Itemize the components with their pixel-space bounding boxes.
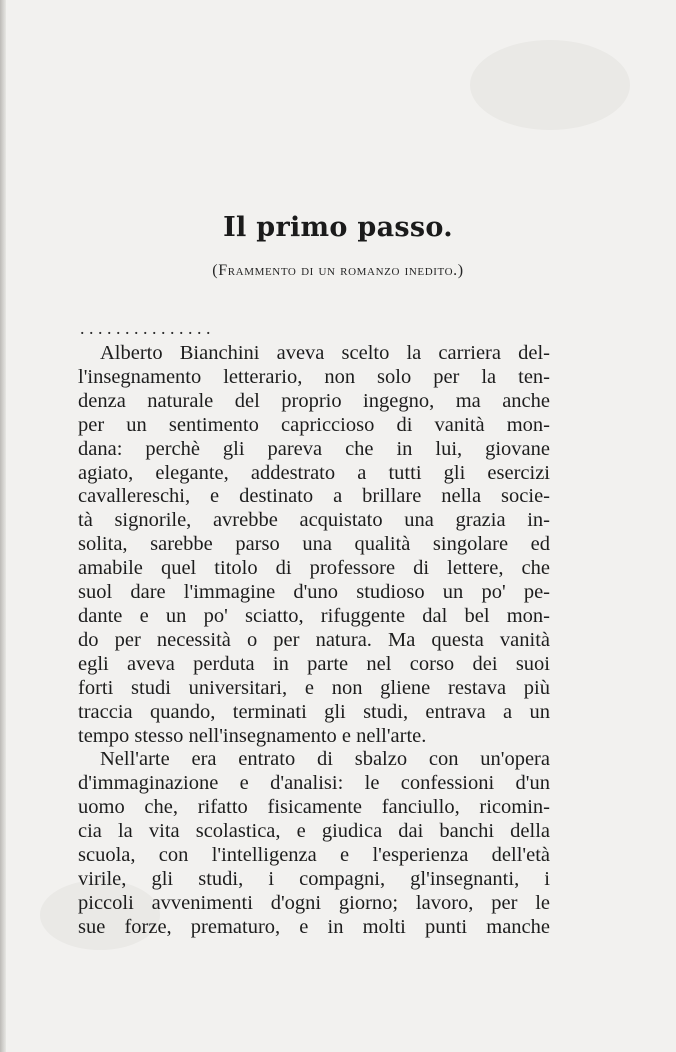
paper-stain bbox=[470, 40, 630, 130]
text-line: scuola, con l'intelligenza e l'esperienza dell'età bbox=[78, 844, 550, 867]
text-line: cavallereschi, e destinato a brillare nella socie- bbox=[78, 485, 550, 508]
text-line: forti studi universitari, e non gliene restava più bbox=[78, 676, 550, 699]
text-line: sue forze, prematuro, e in molti punti manche bbox=[78, 915, 550, 938]
page-binding-edge bbox=[0, 0, 6, 1052]
text-line: dana: perchè gli pareva che in lui, giovane bbox=[78, 437, 550, 460]
text-line: cia la vita scolastica, e giudica dai banchi della bbox=[78, 820, 550, 843]
text-line: denza naturale del proprio ingegno, ma anche bbox=[78, 389, 550, 412]
text-line: agiato, elegante, addestrato a tutti gli esercizi bbox=[78, 461, 550, 484]
text-line: egli aveva perduta in parte nel corso dei suoi bbox=[78, 652, 550, 675]
text-line: d'immaginazione e d'analisi: le confessioni d'un bbox=[78, 772, 550, 795]
text-line: Alberto Bianchini aveva scelto la carriera del- bbox=[100, 342, 550, 364]
text-line: l'insegnamento letterario, non solo per la ten- bbox=[78, 365, 550, 388]
text-line: tà signorile, avrebbe acquistato una grazia in- bbox=[78, 509, 550, 532]
text-line: traccia quando, terminati gli studi, entrava a un bbox=[78, 700, 550, 723]
text-line: dante e un po' sciatto, rifuggente dal bel mon- bbox=[78, 604, 550, 627]
body-text bbox=[78, 342, 550, 940]
text-line: virile, gli studi, i compagni, gl'insegnanti, i bbox=[78, 867, 550, 890]
chapter-title: Il primo passo. bbox=[223, 212, 453, 243]
text-line: suol dare l'immagine d'uno studioso un po' pe- bbox=[78, 581, 550, 604]
text-line: amabile quel titolo di professore di lettere, che bbox=[78, 557, 550, 580]
text-line: per un sentimento capriccioso di vanità mon- bbox=[78, 413, 550, 436]
ellipsis-line: . . . . . . . . . . . . . . . bbox=[80, 318, 211, 338]
text-line: Nell'arte era entrato di sbalzo con un'opera bbox=[100, 748, 550, 771]
text-line: tempo stesso nell'insegnamento e nell'arte. bbox=[78, 724, 427, 747]
text-line: uomo che, rifatto fisicamente fanciullo, ricomin- bbox=[78, 796, 550, 819]
chapter-subtitle: (Frammento di un romanzo inedito.) bbox=[212, 262, 464, 279]
text-line: do per necessità o per natura. Ma questa vanità bbox=[78, 628, 550, 651]
text-line: solita, sarebbe parso una qualità singolare ed bbox=[78, 533, 550, 556]
text-line: piccoli avvenimenti d'ogni giorno; lavoro, per le bbox=[78, 891, 550, 914]
